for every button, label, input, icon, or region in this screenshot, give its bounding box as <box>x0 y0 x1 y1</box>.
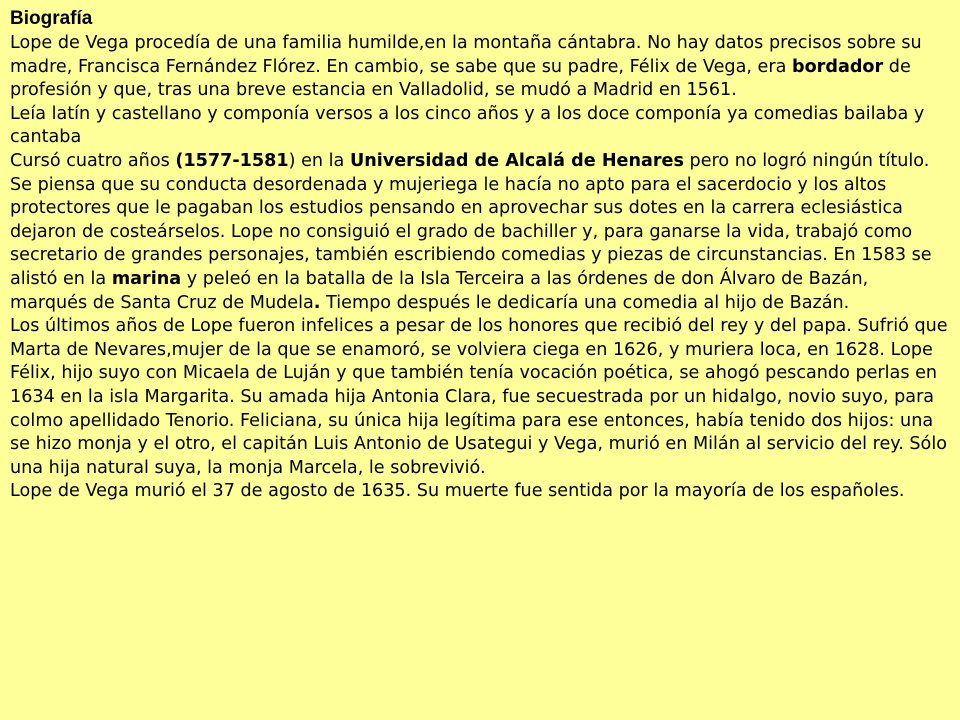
biography-text <box>10 32 950 504</box>
bold-text: Universidad de Alcalá de Henares <box>349 150 684 171</box>
paragraph <box>10 150 950 315</box>
text-run: Cursó cuatro años <box>10 150 176 171</box>
text-run: Lope de Vega procedía de una familia humilde,en la montaña cántabra. No hay datos precisos sobre su madre, Francisca Fernández Flórez. En cambio, se sabe que su padre, Félix de Vega, era <box>10 33 922 77</box>
paragraph <box>10 480 950 504</box>
paragraph <box>10 32 950 103</box>
text-run: y peleó en la batalla de la Isla Terceira a las órdenes de don Álvaro de Bazán, marqués de Santa Cruz de Mudela <box>10 268 869 313</box>
text-run: Lope de Vega murió el 37 de agosto de 1635. Su muerte fue sentida por la mayoría de los españoles. <box>10 481 905 502</box>
text-run: Leía latín y castellano y componía versos a los cinco años y a los doce componía ya comedias bailaba y cantaba <box>10 103 925 148</box>
text-run: Tiempo después le dedicaría una comedia al hijo de Bazán. <box>320 292 850 313</box>
text-run: de profesión y que, tras una breve estancia en Valladolid, se mudó a Madrid en 1561. <box>10 56 911 101</box>
page-title: Biografía <box>10 8 93 29</box>
paragraph <box>10 103 950 150</box>
text-run: ) en la <box>288 150 350 171</box>
text-run: pero no logró ningún título. Se piensa que su conducta desordenada y mujeriega le hacía no apto para el sacerdocio y los altos protectores que le pagaban los estudios pensando en aprovechar sus dotes en la carrera eclesiástica dejaron de costeárselos. Lope no consiguió el grado de bachiller y, para ganarse la vida, trabajó como secretario de grandes personajes, también escribiendo comedias y piezas de circunstancias. En 1583 se alistó en la <box>10 150 932 289</box>
bold-text: . <box>313 292 321 313</box>
paragraph <box>10 315 950 480</box>
text-run: Los últimos años de Lope fueron infelices a pesar de los honores que recibió del rey y del papa. Sufrió que Marta de Nevares,mujer de la que se enamoró, se volviera ciega en 1626, y muriera loca, en 1628. Lope Félix, hijo suyo con Micaela de Luján y que también tenía vocación poética, se ahogó pescando perlas en 1634 en la isla Margarita. Su amada hija Antonia Clara, fue secuestrada por un hidalgo, novio suyo, para colmo apellidado Tenorio. Feliciana, su única hija legítima para ese entonces, había tenido dos hijos: una se hizo monja y el otro, el capitán Luis Antonio de Usategui y Vega, murió en Milán al servicio del rey. Sólo una hija natural suya, la monja Marcela, le sobrevivió. <box>10 316 948 478</box>
bold-text: (1577-1581 <box>175 150 289 171</box>
bold-text: bordador <box>792 56 884 77</box>
bold-text: marina <box>111 268 182 289</box>
